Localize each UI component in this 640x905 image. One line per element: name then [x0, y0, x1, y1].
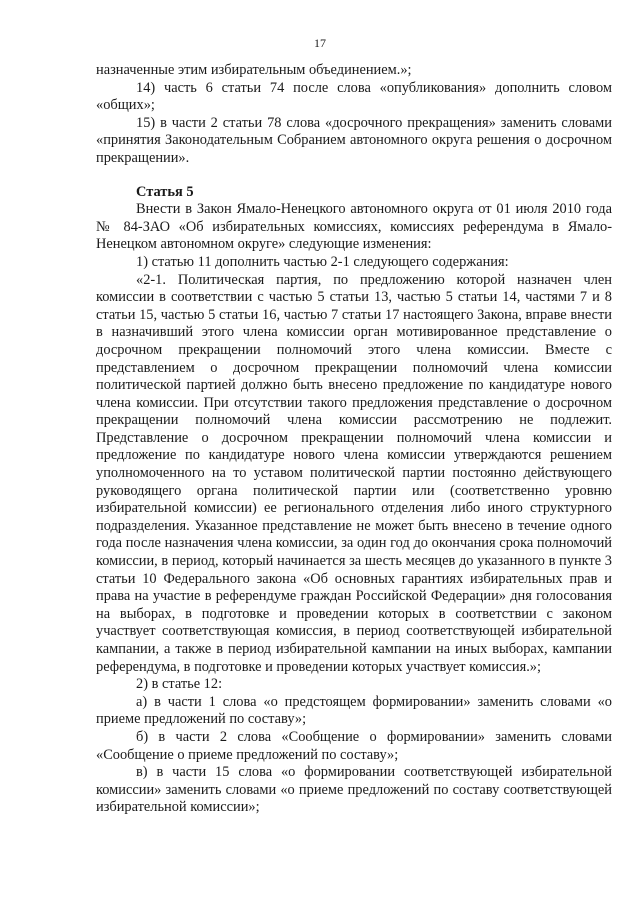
document-body [96, 62, 612, 817]
article-heading: Статья 5 [136, 183, 194, 200]
paragraph-subitem-v: в) в части 15 слова «о формировании соответствующей избирательной комиссии» заменить словами «о приеме предложений по составу соответствующей избирательной комиссии»; [96, 764, 612, 816]
paragraph-article-intro: Внести в Закон Ямало-Ненецкого автономного округа от 01 июля 2010 года № 84-ЗАО «Об избирательных комиссиях, комиссиях референдума в Ямало-Ненецком автономном округе» следующие изменения: [96, 201, 612, 253]
paragraph-subitem-b: б) в части 2 слова «Сообщение о формировании» заменить словами «Сообщение о приеме предложений по составу»; [96, 728, 612, 763]
page-number: 17 [314, 36, 326, 50]
paragraph-quote-2-1: «2-1. Политическая партия, по предложению которой назначен член комиссии в соответствии с частью 5 статьи 13, частью 5 статьи 14, частями 7 и 8 статьи 15, частью 5 статьи 16, частью 7 статьи 17 настоящего Закона, вправе внести в назначивший этого члена комиссии орган мотивированное представление о досрочном прекращении полномочий этого члена комиссии. Вместе с представлением о досрочном прекращении полномочий члена комиссии политической партией должно быть внесено предложение по кандидатуре нового члена комиссии. При отсутствии такого предложения представление о досрочном прекращении полномочий члена комиссии рассмотрению не подлежит. Представление о досрочном прекращении полномочий члена комиссии и предложение по кандидатуре нового члена комиссии утверждаются решением уполномоченного на то уставом политической партии постоянно действующего руководящего органа политической партии или (соответственно уровню избирательной комиссии) ее регионального отделения либо иного структурного подразделения. Указанное представление не может быть внесено в течение одного года после назначения члена комиссии, за один год до окончания срока полномочий комиссии, в период, который начинается за шесть месяцев до указанного в пункте 3 статьи 10 Федерального закона «Об основных гарантиях избирательных прав и права на участие в референдуме граждан Российской Федерации» дня голосования на выборах, в подготовке и проведении которых в соответствии с законом участвует соответствующая комиссия, в период соответствующей избирательной кампании, а также в период избирательной кампании на иных выборах, кампании референдума, в подготовке и проведении которых участвует комиссия.»; [96, 271, 612, 675]
paragraph-item-14: 14) часть 6 статьи 74 после слова «опубликования» дополнить словом «общих»; [96, 79, 612, 114]
paragraph-continuation: назначенные этим избирательным объединением.»; [96, 62, 412, 78]
paragraph-item-2: 2) в статье 12: [136, 676, 223, 693]
paragraph-item-1: 1) статью 11 дополнить частью 2-1 следующего содержания: [136, 253, 509, 270]
paragraph-item-15: 15) в части 2 статьи 78 слова «досрочного прекращения» заменить словами «принятия Законодательным Собранием автономного округа решения о досрочном прекращении». [96, 114, 612, 166]
paragraph-subitem-a: а) в части 1 слова «о предстоящем формировании» заменить словами «о приеме предложений по составу»; [96, 693, 612, 728]
